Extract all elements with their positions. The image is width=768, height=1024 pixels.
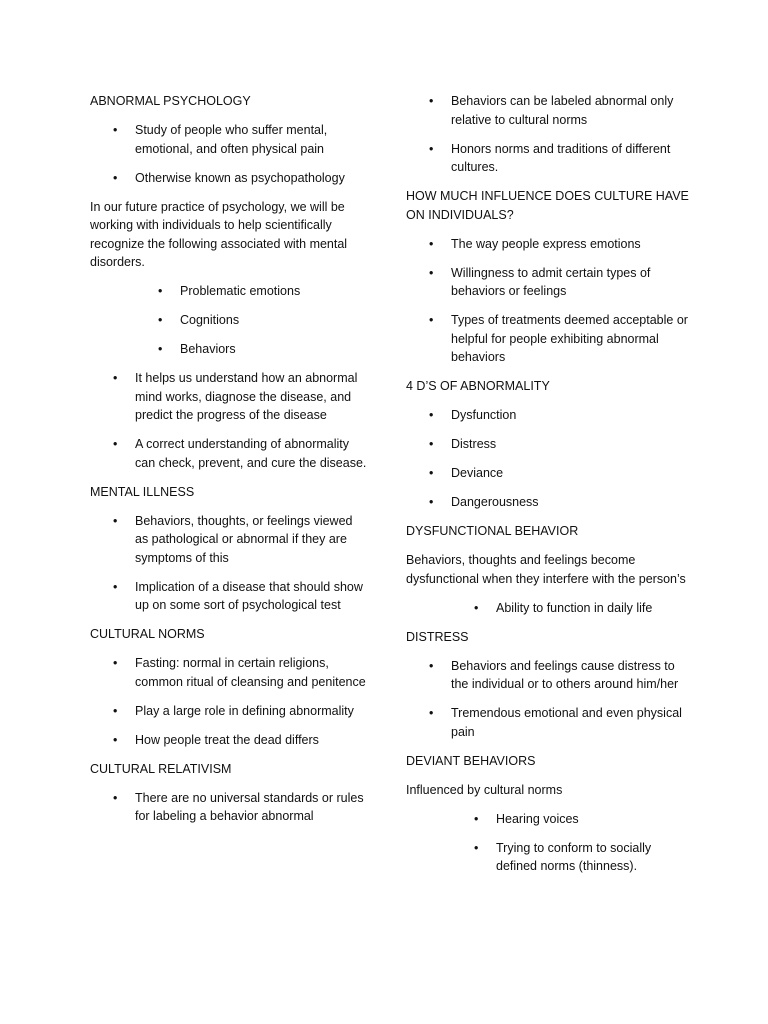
section-heading: ABNORMAL PSYCHOLOGY (90, 94, 251, 108)
section-heading: DYSFUNCTIONAL BEHAVIOR (406, 524, 579, 538)
list-item: • Fasting: normal in certain religions, common ritual of cleansing and penitence (90, 654, 368, 691)
bullet-list (90, 369, 368, 472)
paragraph: In our future practice of psychology, we will be working with individuals to help scientifically recognize the following associated with mental disorders. (90, 199, 348, 269)
section-distress (406, 628, 691, 742)
bullet-list (90, 654, 368, 749)
list-item: • Tremendous emotional and even physical pain (406, 704, 691, 741)
list-item: • There are no universal standards or rules for labeling a behavior abnormal (90, 789, 368, 826)
bullet-list (406, 235, 691, 367)
section-four-ds (406, 377, 691, 512)
list-item: • Cognitions (90, 311, 368, 330)
list-item: • Play a large role in defining abnormality (90, 702, 368, 721)
right-column (406, 92, 691, 886)
list-item: • How people treat the dead differs (90, 731, 368, 750)
sub-bullet-list (90, 282, 368, 359)
section-culture-influence (406, 187, 691, 367)
list-item: • Honors norms and traditions of different cultures. (406, 140, 691, 177)
bullet-list (90, 512, 368, 615)
bullet-list (90, 789, 368, 826)
list-item: • Study of people who suffer mental, emotional, and often physical pain (90, 121, 368, 158)
section-heading: DISTRESS (406, 629, 469, 644)
section-mental-illness (90, 483, 368, 615)
section-abnormal-psychology (90, 92, 368, 472)
list-item: • Willingness to admit certain types of behaviors or feelings (406, 264, 691, 301)
list-item: • A correct understanding of abnormality can check, prevent, and cure the disease. (90, 435, 368, 472)
section-relativism-continued (406, 92, 691, 177)
list-item: • Dangerousness (406, 493, 691, 512)
list-item: • Behaviors (90, 340, 368, 359)
bullet-list (406, 657, 691, 742)
section-dysfunctional-behavior (406, 522, 691, 617)
list-item: • Otherwise known as psychopathology (90, 169, 368, 188)
list-item: • Behaviors, thoughts, or feelings viewed as pathological or abnormal if they are symptoms of this (90, 512, 368, 568)
list-item: • The way people express emotions (406, 235, 691, 254)
list-item: • Implication of a disease that should show up on some sort of psychological test (90, 578, 368, 615)
list-item: • Trying to conform to socially defined norms (thinness). (406, 839, 691, 876)
paragraph: Influenced by cultural norms (406, 782, 563, 797)
section-heading: DEVIANT BEHAVIORS (406, 753, 536, 768)
section-heading: CULTURAL RELATIVISM (90, 761, 232, 776)
list-item: • It helps us understand how an abnormal mind works, diagnose the disease, and predict the progress of the disease (90, 369, 368, 425)
sub-bullet-list (406, 599, 691, 618)
list-item: • Behaviors can be labeled abnormal only relative to cultural norms (406, 92, 691, 129)
bullet-list (406, 92, 691, 177)
list-item: • Problematic emotions (90, 282, 368, 301)
section-heading: CULTURAL NORMS (90, 627, 205, 641)
bullet-list (90, 121, 368, 187)
list-item: • Behaviors and feelings cause distress to the individual or to others around him/her (406, 657, 691, 694)
section-heading: MENTAL ILLNESS (90, 484, 195, 499)
section-deviant-behaviors (406, 752, 691, 876)
section-cultural-norms (90, 625, 368, 749)
sub-bullet-list (406, 810, 691, 876)
section-heading: 4 D’S OF ABNORMALITY (406, 379, 550, 393)
bullet-list (406, 406, 691, 512)
list-item: • Dysfunction (406, 406, 691, 425)
list-item: • Deviance (406, 464, 691, 483)
list-item: • Types of treatments deemed acceptable or helpful for people exhibiting abnormal behaviors (406, 311, 691, 367)
left-column (90, 92, 368, 836)
list-item: • Ability to function in daily life (406, 599, 691, 618)
section-cultural-relativism (90, 760, 368, 826)
paragraph: Behaviors, thoughts and feelings become dysfunctional when they interfere with the person’s (406, 553, 686, 586)
section-heading: HOW MUCH INFLUENCE DOES CULTURE HAVE ON INDIVIDUALS? (406, 189, 689, 222)
list-item: • Hearing voices (406, 810, 691, 829)
list-item: • Distress (406, 435, 691, 454)
